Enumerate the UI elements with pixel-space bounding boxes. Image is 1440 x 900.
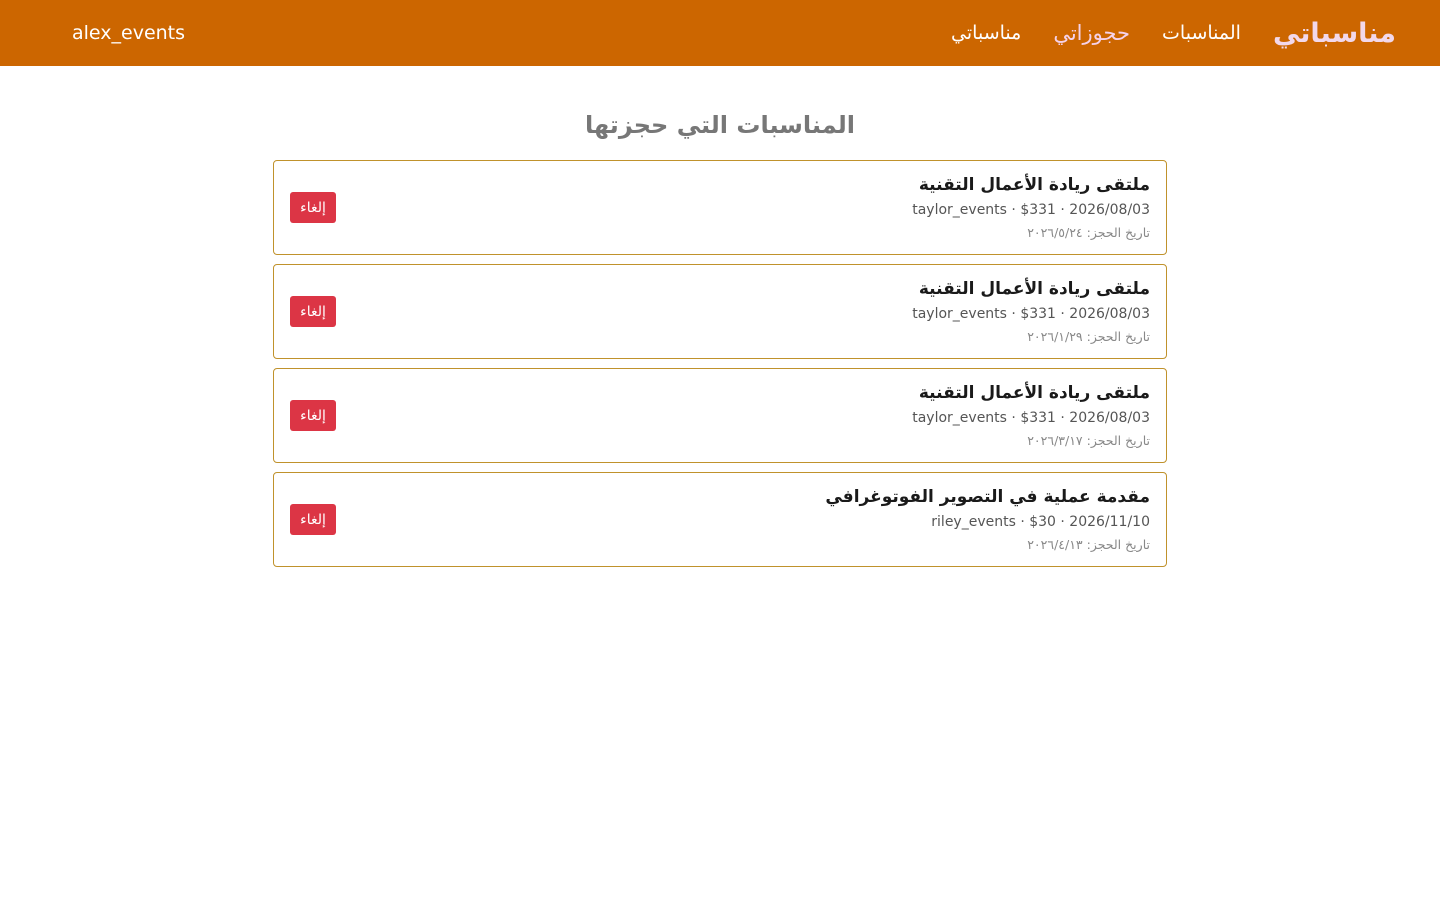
booking-event-title: ملتقى ريادة الأعمال التقنية — [918, 278, 1150, 299]
cancel-booking-button[interactable]: إلغاء — [290, 296, 336, 327]
booking-card — [273, 368, 1167, 463]
booking-event-title: مقدمة عملية في التصوير الفوتوغرافي — [825, 486, 1150, 507]
cancel-booking-button[interactable]: إلغاء — [290, 504, 336, 535]
cancel-booking-button[interactable]: إلغاء — [290, 192, 336, 223]
booking-info — [912, 174, 1150, 242]
booking-date: تاريخ الحجز: ٢٠٢٦/١/٢٩ — [1027, 328, 1150, 344]
main-content — [0, 108, 1440, 567]
booking-event-meta: riley_events · $30 · 2026/11/10 — [931, 513, 1150, 530]
nav-link-my-bookings[interactable]: حجوزاتي — [1053, 21, 1131, 45]
booking-card — [273, 472, 1167, 567]
booking-card — [273, 264, 1167, 359]
booking-event-meta: taylor_events · $331 · 2026/08/03 — [912, 305, 1150, 322]
booking-event-title: ملتقى ريادة الأعمال التقنية — [918, 174, 1150, 195]
booking-event-meta: taylor_events · $331 · 2026/08/03 — [912, 409, 1150, 426]
booking-info — [912, 382, 1150, 450]
cancel-booking-button[interactable]: إلغاء — [290, 400, 336, 431]
booking-event-title: ملتقى ريادة الأعمال التقنية — [918, 382, 1150, 403]
booking-info — [825, 486, 1150, 554]
booking-date: تاريخ الحجز: ٢٠٢٦/٤/١٣ — [1027, 536, 1150, 552]
top-navbar — [0, 0, 1440, 66]
nav-links-group — [951, 18, 1396, 49]
nav-link-events[interactable]: المناسبات — [1162, 22, 1241, 44]
brand-logo-link[interactable]: مناسباتي — [1272, 17, 1396, 49]
booking-date: تاريخ الحجز: ٢٠٢٦/٣/١٧ — [1027, 432, 1150, 448]
booking-card — [273, 160, 1167, 255]
booking-date: تاريخ الحجز: ٢٠٢٦/٥/٢٤ — [1027, 224, 1150, 240]
page-title: المناسبات التي حجزتها — [584, 111, 856, 139]
current-username[interactable]: alex_events — [72, 22, 186, 44]
booking-info — [912, 278, 1150, 346]
bookings-list — [273, 160, 1167, 567]
nav-link-my-events[interactable]: مناسباتي — [951, 22, 1022, 44]
booking-event-meta: taylor_events · $331 · 2026/08/03 — [912, 201, 1150, 218]
